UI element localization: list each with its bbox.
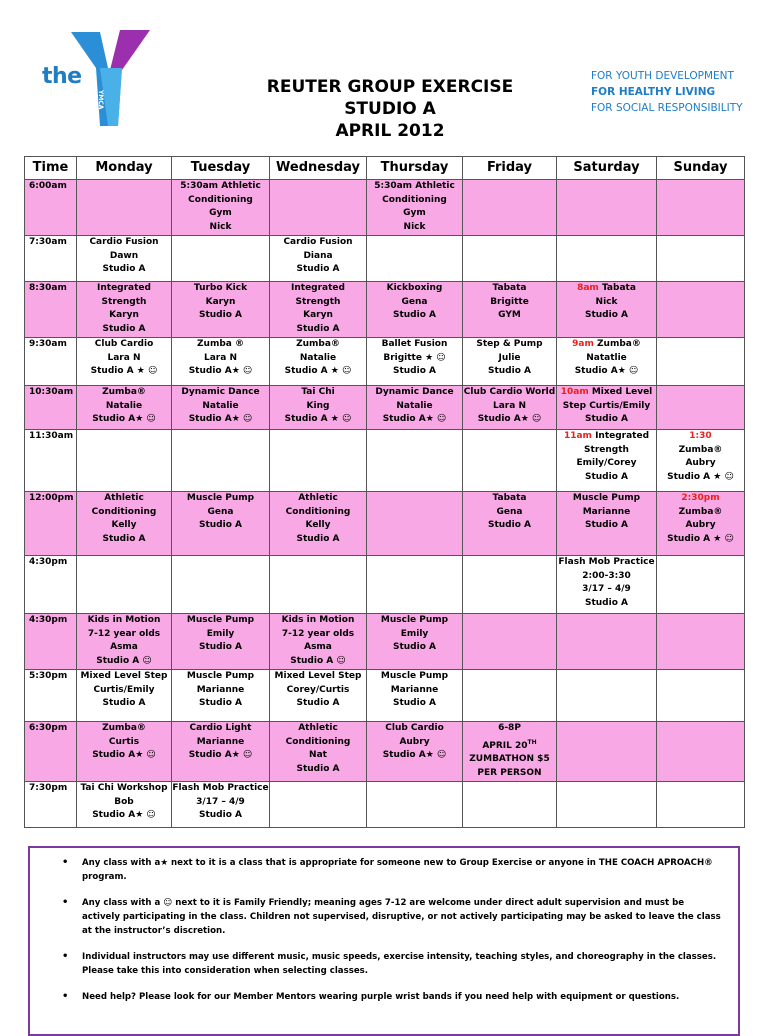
class-time-highlight: 9am — [572, 339, 594, 349]
class-cell — [557, 338, 657, 386]
class-line: Studio A — [296, 764, 340, 775]
class-cell — [172, 782, 270, 828]
class-cell — [172, 614, 270, 670]
class-line: Studio A — [296, 698, 340, 709]
class-line: 3/17 – 4/9 — [196, 796, 245, 807]
column-header: Thursday — [367, 157, 463, 180]
class-cell — [367, 614, 463, 670]
column-header: Time — [25, 157, 77, 180]
class-line: Studio A — [102, 534, 146, 545]
class-cell — [270, 338, 367, 386]
time-cell: 11:30am — [25, 430, 77, 492]
class-line: Studio A — [296, 324, 340, 335]
class-cell — [557, 282, 657, 338]
class-line: APRIL 20TH — [482, 738, 537, 751]
class-line: Studio A — [392, 642, 436, 653]
schedule-row — [25, 670, 745, 722]
class-line: Zumba® — [296, 339, 340, 349]
class-line: Athletic — [298, 493, 338, 503]
class-cell — [77, 236, 172, 282]
class-cell — [77, 782, 172, 828]
class-line: Cardio Fusion — [283, 237, 353, 247]
class-line: 3/17 – 4/9 — [582, 584, 631, 595]
class-line: Dynamic Dance — [181, 387, 260, 397]
class-line: Studio A★ ☺ — [188, 414, 253, 425]
logo-the-text: the — [42, 64, 82, 89]
class-cell — [77, 722, 172, 782]
column-header: Wednesday — [270, 157, 367, 180]
class-cell — [657, 180, 745, 236]
class-line: Nat — [309, 750, 327, 761]
tagline: FOR HEALTHY LIVING — [591, 86, 716, 98]
class-line: Zumba® — [102, 387, 146, 397]
class-line: Muscle Pump — [186, 493, 255, 503]
class-line: Athletic — [104, 493, 144, 503]
title-line: APRIL 2012 — [335, 121, 445, 141]
time-cell: 8:30am — [25, 282, 77, 338]
class-line: Karyn — [205, 296, 236, 307]
note-item: • Any class with a ☺ next to it is Family Friendly; meaning ages 7-12 are welcome under direct adult supervision and must be actively participating in the class. Children not supervised, disruptive, or not actively participating may be asked to leave the class at the instructor’s discretion. — [82, 896, 738, 938]
class-cell — [657, 386, 745, 430]
class-line: Curtis — [108, 736, 140, 747]
time-cell: 12:00pm — [25, 492, 77, 556]
class-time-highlight: 11am — [563, 431, 592, 441]
class-line: Studio A — [584, 472, 628, 483]
class-line: GYM — [498, 310, 521, 321]
logo-ymca-vertical: YMCA — [97, 90, 104, 110]
class-cell — [367, 556, 463, 614]
class-cell — [463, 556, 557, 614]
class-line — [557, 338, 656, 352]
class-line: Studio A — [584, 598, 628, 609]
class-line: Marianne — [390, 684, 439, 695]
class-cell — [172, 556, 270, 614]
class-line: Marianne — [582, 506, 631, 517]
ymca-logo — [38, 28, 158, 128]
class-line: Studio A — [102, 698, 146, 709]
class-line: Strength — [295, 296, 341, 307]
class-cell — [463, 282, 557, 338]
class-line — [557, 386, 656, 400]
class-cell — [172, 236, 270, 282]
class-cell — [172, 180, 270, 236]
class-line: Cardio Fusion — [89, 237, 159, 247]
class-line: Studio A — [198, 698, 242, 709]
time-cell: 6:30pm — [25, 722, 77, 782]
class-line: Gena — [207, 506, 234, 517]
class-cell — [657, 282, 745, 338]
tagline: FOR SOCIAL RESPONSIBILITY — [591, 102, 743, 114]
class-line: Studio A — [487, 520, 531, 531]
column-header: Saturday — [557, 157, 657, 180]
class-line: Studio A★ ☺ — [382, 750, 447, 761]
class-line: Studio A — [487, 366, 531, 377]
class-line: Natalie — [202, 400, 239, 411]
class-line: Studio A ★ ☺ — [284, 414, 352, 425]
class-cell — [77, 282, 172, 338]
time-cell: 9:30am — [25, 338, 77, 386]
schedule-table — [24, 156, 745, 828]
class-line: Nick — [595, 296, 618, 307]
class-line: Studio A — [296, 534, 340, 545]
class-line: Gym — [403, 208, 426, 219]
class-line: Mixed Level Step — [80, 671, 168, 681]
class-cell — [463, 492, 557, 556]
class-line — [657, 430, 744, 444]
class-line: Studio A — [392, 366, 436, 377]
schedule-row — [25, 386, 745, 430]
class-time-highlight: 8am — [577, 283, 599, 293]
class-line: Tabata — [492, 283, 527, 293]
class-line: Studio A★ ☺ — [92, 810, 156, 821]
class-line: Lara N — [204, 352, 237, 363]
class-line: Studio A ☺ — [96, 656, 152, 667]
note-item: • Individual instructors may use different music, music speeds, exercise intensity, teaching styles, and choreography in the classes. Please take this into consideration when selecting classes. — [82, 950, 738, 978]
class-line — [657, 492, 744, 506]
class-line: Club Cardio — [385, 723, 444, 733]
class-line: Integrated — [291, 283, 345, 293]
note-item: • Need help? Please look for our Member Mentors wearing purple wrist bands if you need help with equipment or questions. — [82, 990, 738, 1004]
class-line: Studio A★ ☺ — [188, 366, 253, 377]
class-line: ZUMBATHON $5 — [469, 754, 550, 765]
class-cell — [172, 670, 270, 722]
class-cell — [77, 556, 172, 614]
time-cell: 7:30am — [25, 236, 77, 282]
class-cell — [463, 670, 557, 722]
class-line: Studio A ★ ☺ — [90, 366, 158, 377]
class-line: Integrated — [97, 283, 151, 293]
class-line: Asma — [304, 642, 332, 653]
class-cell — [77, 180, 172, 236]
time-cell: 5:30pm — [25, 670, 77, 722]
class-line: Studio A — [198, 642, 242, 653]
title-line: STUDIO A — [344, 99, 436, 119]
time-cell: 4:30pm — [25, 556, 77, 614]
class-line: Natalie — [299, 352, 337, 363]
schedule-row — [25, 236, 745, 282]
class-line: Studio A★ ☺ — [574, 366, 639, 377]
class-cell — [557, 386, 657, 430]
class-line: Curtis/Emily — [93, 684, 155, 695]
class-line: Tai Chi — [301, 387, 335, 397]
class-line: Cardio Light — [189, 723, 252, 733]
schedule-row — [25, 180, 745, 236]
class-cell — [557, 180, 657, 236]
class-cell — [463, 180, 557, 236]
schedule-row — [25, 338, 745, 386]
class-cell — [557, 430, 657, 492]
class-cell — [77, 614, 172, 670]
class-cell — [657, 722, 745, 782]
class-line: Karyn — [109, 310, 139, 321]
class-line: Nick — [209, 222, 232, 233]
class-line: Ballet Fusion — [381, 339, 448, 349]
class-cell — [172, 338, 270, 386]
class-line: Studio A★ ☺ — [188, 750, 253, 761]
class-line: Tabata — [492, 493, 527, 503]
class-line: Emily/Corey — [576, 458, 637, 469]
class-cell — [367, 338, 463, 386]
class-cell — [657, 556, 745, 614]
class-cell — [270, 386, 367, 430]
class-line: Turbo Kick — [193, 283, 248, 293]
class-line: Studio A ★ ☺ — [284, 366, 352, 377]
class-cell — [77, 386, 172, 430]
schedule-row — [25, 556, 745, 614]
notes-list — [30, 848, 738, 1004]
class-cell — [172, 386, 270, 430]
class-cell — [172, 282, 270, 338]
class-cell — [557, 492, 657, 556]
class-line: Tai Chi Workshop — [80, 783, 168, 793]
class-line: Flash Mob Practice — [172, 783, 269, 793]
class-line: King — [306, 400, 330, 411]
class-line: Studio A — [392, 698, 436, 709]
class-line: Conditioning — [188, 194, 253, 205]
class-line-rest: Tabata — [598, 283, 636, 293]
class-line: Conditioning — [91, 506, 157, 517]
class-line: Studio A★ ☺ — [382, 414, 447, 425]
class-cell — [77, 338, 172, 386]
class-line: Conditioning — [382, 194, 447, 205]
class-line: Strength — [584, 444, 629, 455]
class-line: Studio A — [584, 310, 628, 321]
class-cell — [367, 236, 463, 282]
page-title — [180, 76, 600, 142]
class-line: Brigitte — [490, 296, 529, 307]
class-line: Muscle Pump — [186, 615, 255, 625]
class-cell — [270, 492, 367, 556]
class-line: 5:30am Athletic — [180, 181, 261, 191]
class-line: Muscle Pump — [572, 493, 641, 503]
time-cell: 4:30pm — [25, 614, 77, 670]
class-line: Muscle Pump — [380, 615, 449, 625]
class-cell — [270, 722, 367, 782]
class-cell — [463, 236, 557, 282]
class-cell — [657, 614, 745, 670]
class-cell — [77, 430, 172, 492]
class-line: Lara N — [493, 400, 526, 411]
class-line: Studio A — [102, 324, 146, 335]
class-cell — [463, 722, 557, 782]
class-line: Kelly — [305, 520, 331, 531]
class-cell — [270, 180, 367, 236]
schedule-row — [25, 282, 745, 338]
class-line-rest: Zumba® — [593, 339, 641, 349]
column-header: Sunday — [657, 157, 745, 180]
class-cell — [367, 180, 463, 236]
schedule-body — [25, 180, 745, 828]
class-time-highlight: 2:30pm — [681, 493, 720, 503]
class-line: Natalie — [396, 400, 433, 411]
class-line: Natalie — [105, 400, 143, 411]
header-row — [25, 157, 745, 180]
class-line: 2:00-3:30 — [582, 570, 631, 581]
class-line: Studio A ★ ☺ — [667, 472, 734, 483]
class-line: 7-12 year olds — [87, 628, 161, 639]
class-line: Gym — [209, 208, 232, 219]
class-line: Brigitte ★ ☺ — [383, 352, 446, 363]
class-line-rest: Integrated — [591, 431, 650, 441]
class-cell — [657, 492, 745, 556]
class-cell — [367, 282, 463, 338]
class-line: Bob — [114, 796, 134, 807]
time-cell: 7:30pm — [25, 782, 77, 828]
class-cell — [657, 338, 745, 386]
class-line: Flash Mob Practice — [558, 557, 655, 567]
schedule-row — [25, 430, 745, 492]
class-line: 7-12 year olds — [281, 628, 355, 639]
class-cell — [77, 492, 172, 556]
class-line: Dynamic Dance — [375, 387, 454, 397]
class-line: Muscle Pump — [186, 671, 255, 681]
class-line: Step & Pump — [476, 339, 543, 349]
tagline: FOR YOUTH DEVELOPMENT — [591, 70, 734, 82]
class-line: Gena — [496, 506, 523, 517]
class-cell — [270, 282, 367, 338]
class-cell — [463, 430, 557, 492]
class-line: Asma — [110, 642, 138, 653]
class-cell — [367, 430, 463, 492]
class-line-rest: Mixed Level — [588, 387, 653, 397]
class-line: Zumba ® — [197, 339, 244, 349]
class-line: Studio A ☺ — [290, 656, 346, 667]
class-line: Studio A — [102, 264, 146, 275]
class-cell — [77, 670, 172, 722]
class-cell — [172, 430, 270, 492]
column-header: Friday — [463, 157, 557, 180]
class-cell — [657, 782, 745, 828]
class-cell — [463, 338, 557, 386]
class-line: Aubry — [399, 736, 430, 747]
class-line: PER PERSON — [477, 768, 542, 779]
class-cell — [270, 236, 367, 282]
class-cell — [172, 492, 270, 556]
class-line: 6-8P — [498, 723, 521, 733]
class-line: Studio A★ ☺ — [92, 414, 156, 425]
class-line: Aubry — [685, 458, 716, 469]
class-cell — [367, 782, 463, 828]
class-line: Corey/Curtis — [286, 684, 350, 695]
class-cell — [557, 556, 657, 614]
class-time-highlight: 10am — [560, 387, 589, 397]
class-line: Studio A★ ☺ — [92, 750, 156, 761]
schedule-row — [25, 722, 745, 782]
class-line: Zumba® — [678, 444, 723, 455]
class-line: Studio A — [584, 520, 628, 531]
class-cell — [367, 670, 463, 722]
schedule-row — [25, 614, 745, 670]
class-cell — [270, 614, 367, 670]
class-line: 5:30am Athletic — [374, 181, 455, 191]
class-line: Conditioning — [285, 736, 351, 747]
class-cell — [657, 236, 745, 282]
class-cell — [270, 782, 367, 828]
class-line: Step Curtis/Emily — [562, 400, 651, 411]
class-line: Diana — [303, 250, 333, 261]
class-line: Marianne — [196, 684, 245, 695]
class-cell — [367, 386, 463, 430]
column-header: Monday — [77, 157, 172, 180]
class-line: Emily — [400, 628, 429, 639]
class-line: Athletic — [298, 723, 338, 733]
class-line: Conditioning — [285, 506, 351, 517]
class-line: Studio A — [392, 310, 436, 321]
class-line: Studio A★ ☺ — [477, 414, 542, 425]
class-line — [557, 430, 656, 444]
class-line: Natatlie — [586, 352, 627, 363]
notes-box — [28, 846, 740, 1036]
class-line: Studio A ★ ☺ — [667, 534, 734, 545]
class-cell — [557, 236, 657, 282]
class-line: Studio A — [584, 414, 628, 425]
class-line: Mixed Level Step — [274, 671, 362, 681]
class-cell — [557, 670, 657, 722]
class-line: Club Cardio World — [463, 387, 556, 397]
class-line: Studio A — [198, 810, 242, 821]
class-line: Kelly — [111, 520, 137, 531]
class-line: Kickboxing — [386, 283, 443, 293]
class-line: Studio A — [198, 520, 242, 531]
class-line: Zumba® — [678, 506, 723, 517]
class-line: Emily — [206, 628, 235, 639]
class-line: Zumba® — [102, 723, 146, 733]
class-cell — [557, 614, 657, 670]
class-line: Strength — [101, 296, 147, 307]
class-cell — [657, 430, 745, 492]
class-line: Nick — [403, 222, 426, 233]
class-line: Dawn — [109, 250, 139, 261]
class-cell — [463, 614, 557, 670]
class-line: Club Cardio — [94, 339, 154, 349]
class-line: Gena — [401, 296, 428, 307]
class-cell — [367, 722, 463, 782]
column-header: Tuesday — [172, 157, 270, 180]
class-cell — [172, 722, 270, 782]
class-line: Marianne — [196, 736, 245, 747]
class-line: Studio A — [198, 310, 242, 321]
class-line: Karyn — [303, 310, 333, 321]
tagline-block — [591, 68, 761, 116]
schedule-row — [25, 492, 745, 556]
schedule-row — [25, 782, 745, 828]
class-time-highlight: 1:30 — [689, 431, 712, 441]
time-cell: 6:00am — [25, 180, 77, 236]
class-cell — [557, 722, 657, 782]
class-cell — [270, 430, 367, 492]
class-line — [557, 282, 656, 296]
class-cell — [463, 782, 557, 828]
class-cell — [557, 782, 657, 828]
class-cell — [270, 556, 367, 614]
title-line: REUTER GROUP EXERCISE — [266, 77, 514, 97]
class-line: Aubry — [685, 520, 716, 531]
class-cell — [367, 492, 463, 556]
class-line: Kids in Motion — [281, 615, 355, 625]
class-line: Kids in Motion — [87, 615, 161, 625]
note-item: • Any class with a★ next to it is a class that is appropriate for someone new to Group Exercise or anyone in THE COACH APROACH® program. — [82, 856, 738, 884]
class-cell — [463, 386, 557, 430]
class-cell — [270, 670, 367, 722]
class-cell — [657, 670, 745, 722]
class-line: Studio A — [296, 264, 340, 275]
class-line: Lara N — [107, 352, 141, 363]
class-line: Muscle Pump — [380, 671, 449, 681]
class-line: Julie — [498, 352, 521, 363]
time-cell: 10:30am — [25, 386, 77, 430]
